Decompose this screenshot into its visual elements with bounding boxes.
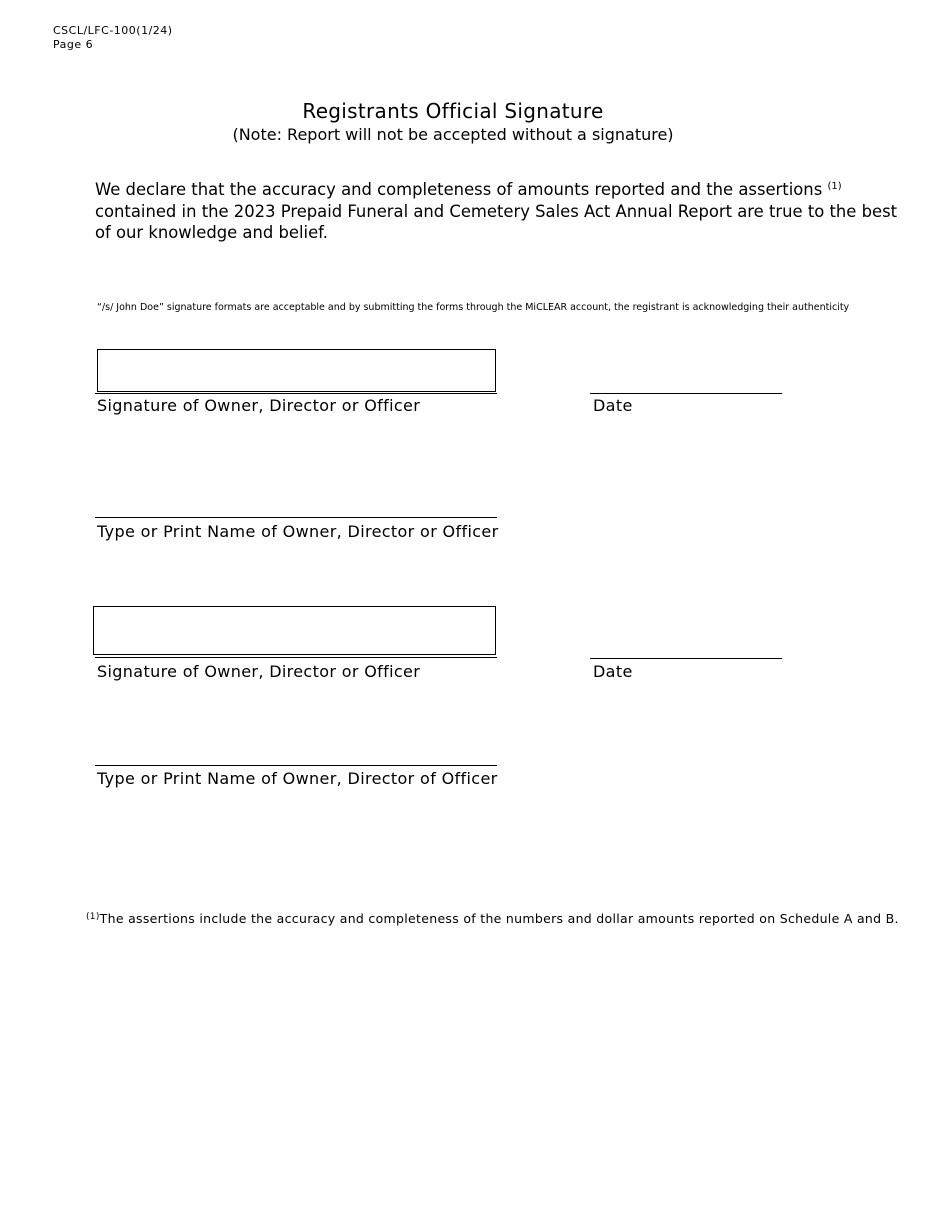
- footnote-ref: (1): [827, 181, 842, 192]
- name-field-1[interactable]: [95, 517, 497, 518]
- footnote-text: The assertions include the accuracy and completeness of the numbers and dollar amounts reported on Schedule A and B.: [99, 911, 899, 926]
- signature-label-1: Signature of Owner, Director or Officer: [97, 396, 421, 415]
- date-label-2: Date: [593, 662, 633, 681]
- page-number: Page 6: [53, 38, 94, 51]
- signature-field-2[interactable]: [93, 606, 496, 655]
- date-field-2[interactable]: [590, 658, 782, 659]
- signature-field-1[interactable]: [97, 349, 496, 392]
- name-field-2[interactable]: [95, 765, 497, 766]
- footnote-marker: (1): [86, 912, 100, 922]
- signature-label-2: Signature of Owner, Director or Officer: [97, 662, 421, 681]
- signature-line-1: [95, 393, 497, 394]
- declaration-text-part2: contained in the 2023 Prepaid Funeral and Cemetery Sales Act Annual Report are true to the best of our knowledge and belief.: [95, 201, 898, 242]
- date-field-1[interactable]: [590, 393, 782, 394]
- name-label-2: Type or Print Name of Owner, Director of Officer: [97, 769, 498, 788]
- signature-line-2: [95, 657, 497, 658]
- form-id: CSCL/LFC-100(1/24): [53, 24, 173, 37]
- declaration-text-part1: We declare that the accuracy and completeness of amounts reported and the assertions: [95, 180, 823, 199]
- page-title: Registrants Official Signature: [302, 99, 604, 123]
- page-subtitle: (Note: Report will not be accepted without a signature): [232, 125, 674, 144]
- name-label-1: Type or Print Name of Owner, Director or Officer: [97, 522, 499, 541]
- signature-format-note: “/s/ John Doe” signature formats are acceptable and by submitting the forms through the MiCLEAR account, the registrant is acknowledging their authenticity: [97, 302, 850, 313]
- declaration-text: [95, 179, 915, 244]
- date-label-1: Date: [593, 396, 633, 415]
- footnote: [86, 911, 899, 926]
